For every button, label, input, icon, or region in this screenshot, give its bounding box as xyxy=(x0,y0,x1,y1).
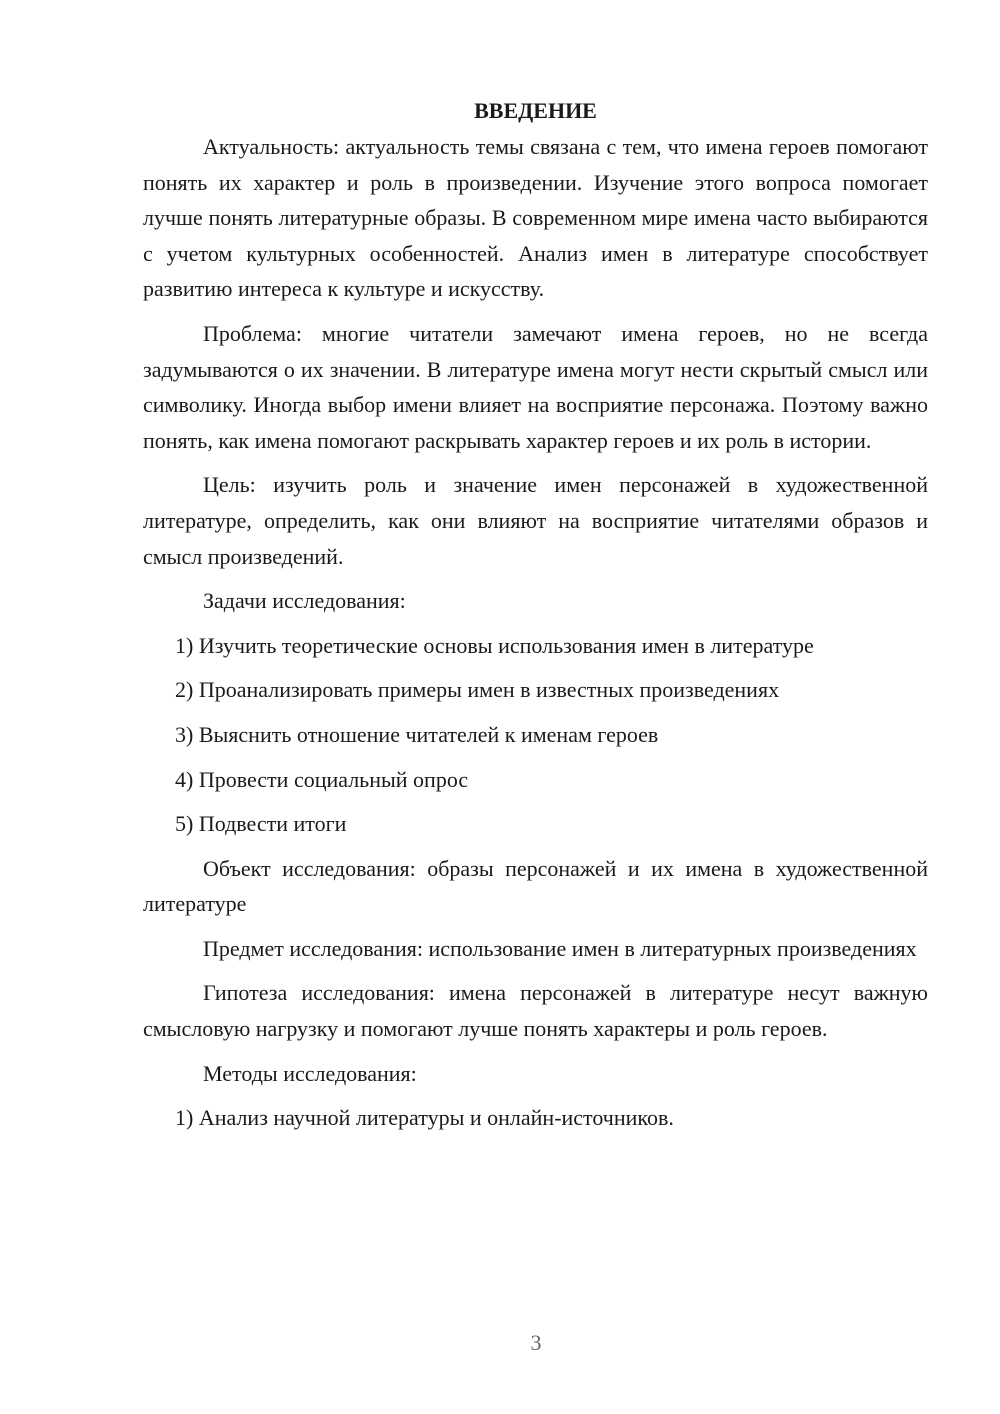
method-item-1: 1) Анализ научной литературы и онлайн-источников. xyxy=(175,1105,674,1131)
goal-paragraph: Цель: изучить роль и значение имен персонажей в художественной литературе, определить, как они влияют на восприятие читателями образов и смысл произведений. xyxy=(143,472,928,569)
methods-heading: Методы исследования: xyxy=(203,1060,417,1086)
page-number: 3 xyxy=(530,1330,542,1355)
relevance-paragraph: Актуальность: актуальность темы связана с тем, что имена героев помогают понять их характер и роль в произведении. Изучение этого вопроса помогает лучше понять литературные образы. В современном мире имена часто выбираются с учетом культурных особенностей. Анализ имен в литературе способствует развитию интереса к культуре и искусству. xyxy=(143,134,928,302)
section-title: ВВЕДЕНИЕ xyxy=(474,98,597,123)
task-item-2: 2) Проанализировать примеры имен в известных произведениях xyxy=(175,677,780,703)
subject-paragraph: Предмет исследования: использование имен в литературных произведениях xyxy=(203,935,917,961)
problem-paragraph: Проблема: многие читатели замечают имена героев, но не всегда задумываются о их значении. В литературе имена могут нести скрытый смысл или символику. Иногда выбор имени влияет на восприятие персонажа. Поэтому важно понять, как имена помогают раскрывать характер героев и их роль в истории. xyxy=(143,320,928,453)
task-item-5: 5) Подвести итоги xyxy=(175,811,347,837)
task-item-1: 1) Изучить теоретические основы использования имен в литературе xyxy=(175,632,814,658)
task-item-3: 3) Выяснить отношение читателей к именам героев xyxy=(175,721,659,747)
task-item-4: 4) Провести социальный опрос xyxy=(175,766,469,792)
hypothesis-paragraph: Гипотеза исследования: имена персонажей в литературе несут важную смысловую нагрузку и помогают лучше понять характеры и роль героев. xyxy=(143,980,928,1042)
page-content xyxy=(143,93,928,1393)
tasks-heading: Задачи исследования: xyxy=(203,588,406,614)
object-paragraph: Объект исследования: образы персонажей и их имена в художественной литературе xyxy=(143,855,928,917)
